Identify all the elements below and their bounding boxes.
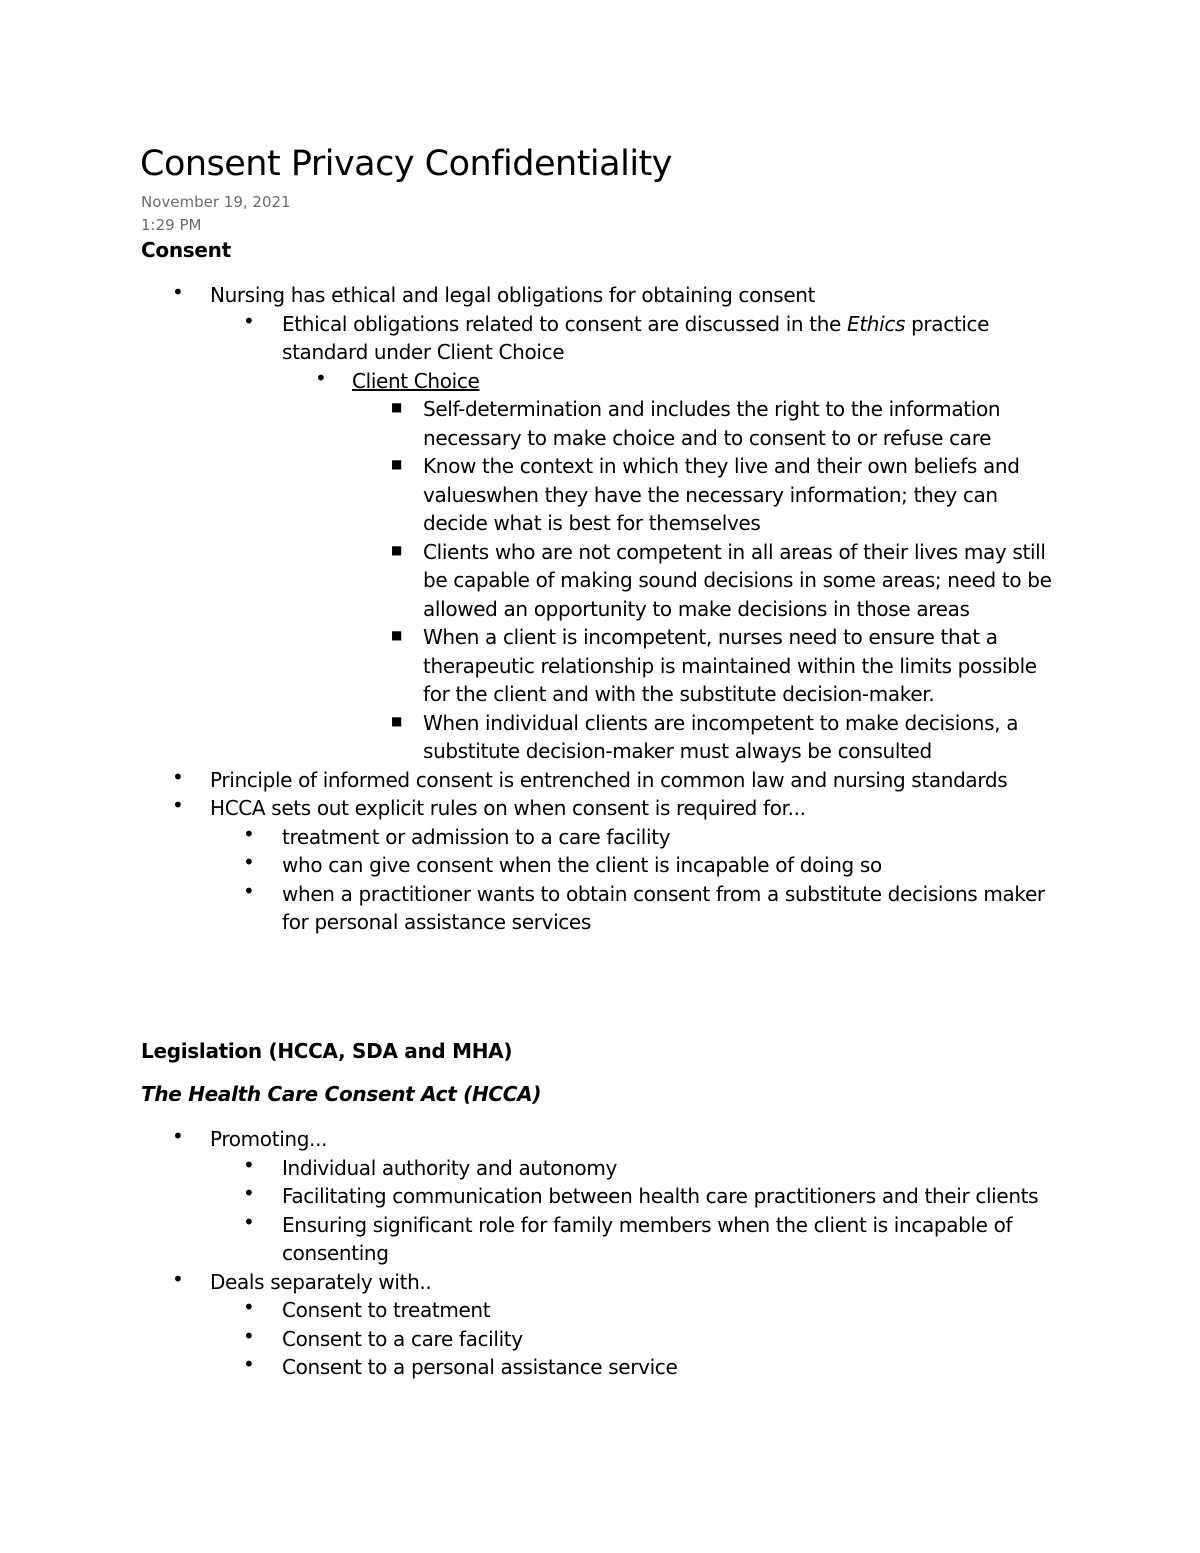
- bullet-icon: •: [172, 793, 184, 817]
- bullet-icon: •: [243, 1209, 255, 1234]
- list-item: • HCCA sets out explicit rules on when consent is required for...: [172, 793, 806, 820]
- square-bullet-icon: ■: [391, 400, 402, 414]
- square-bullet-icon: ■: [391, 542, 402, 557]
- square-bullet-icon: ■: [391, 628, 402, 642]
- list-item: ■ Know the context in which they live and their own beliefs and valueswhen they have the necessary information; they can decide what is best for themselves: [391, 454, 1020, 535]
- list-item: • Consent to a care facility: [243, 1323, 523, 1351]
- list-item: • Principle of informed consent is entrenched in common law and nursing standards: [172, 764, 1008, 792]
- list-item: • Deals separately with..: [172, 1266, 432, 1294]
- bullet-icon: •: [243, 308, 255, 333]
- bullet-icon: •: [172, 280, 184, 304]
- list-item: • Ethical obligations related to consent are discussed in the Ethics practice standard under Client Choice: [243, 308, 990, 364]
- client-choice-link[interactable]: Client Choice: [352, 368, 480, 393]
- consent-list: [0, 281, 1200, 937]
- note-time: 1:29 PM: [141, 216, 202, 234]
- list-item: • Individual authority and autonomy: [243, 1152, 617, 1180]
- bullet-icon: •: [172, 1266, 184, 1291]
- square-bullet-icon: ■: [391, 457, 402, 471]
- consent-heading: Consent: [141, 238, 231, 262]
- bullet-icon: •: [243, 878, 255, 903]
- list-item: • Facilitating communication between health care practitioners and their clients: [243, 1181, 1039, 1208]
- hcca-list: [0, 1125, 1200, 1382]
- square-bullet-icon: ■: [391, 713, 402, 728]
- list-item: • when a practitioner wants to obtain consent from a substitute decisions maker for personal assistance services: [243, 878, 1045, 934]
- list-item: ■ Clients who are not competent in all areas of their lives may still be capable of making sound decisions in some areas; need to be allowed an opportunity to make decisions in those areas: [391, 539, 1052, 621]
- note-date: November 19, 2021: [141, 193, 291, 211]
- list-item: • Consent to treatment: [243, 1295, 491, 1322]
- ethics-standard-name: Ethics: [847, 311, 906, 336]
- bullet-icon: •: [243, 1352, 255, 1376]
- bullet-icon: •: [243, 1323, 255, 1348]
- list-item: • treatment or admission to a care facility: [243, 821, 671, 849]
- list-item: • Promoting...: [172, 1124, 328, 1151]
- list-item: • Nursing has ethical and legal obligations for obtaining consent: [172, 280, 816, 307]
- list-item: [0, 367, 1052, 396]
- bullet-icon: •: [315, 365, 327, 390]
- bullet-icon: •: [243, 1152, 255, 1177]
- list-item: • Consent to a personal assistance service: [243, 1352, 678, 1379]
- page-title: Consent Privacy Confidentiality: [140, 144, 672, 184]
- bullet-icon: •: [243, 850, 255, 874]
- list-item: • who can give consent when the client is incapable of doing so: [243, 850, 882, 877]
- list-item: • Ensuring significant role for family members when the client is incapable of consenting: [243, 1209, 1013, 1265]
- list-item: ■ Self-determination and includes the right to the information necessary to make choice and to consent to or refuse care: [391, 397, 1001, 450]
- bullet-icon: •: [243, 1181, 255, 1205]
- legislation-heading: Legislation (HCCA, SDA and MHA): [141, 1039, 513, 1063]
- hcca-heading: The Health Care Consent Act (HCCA): [141, 1082, 542, 1106]
- bullet-icon: •: [172, 1124, 184, 1148]
- list-item: ■ When a client is incompetent, nurses need to ensure that a therapeutic relationship is maintained within the limits possible for the client and with the substitute decision-maker.: [391, 625, 1037, 706]
- bullet-icon: •: [243, 821, 255, 846]
- bullet-icon: •: [172, 764, 184, 789]
- bullet-icon: •: [243, 1295, 255, 1319]
- list-item: ■ When individual clients are incompetent to make decisions, a substitute decision-maker must always be consulted: [391, 710, 1019, 763]
